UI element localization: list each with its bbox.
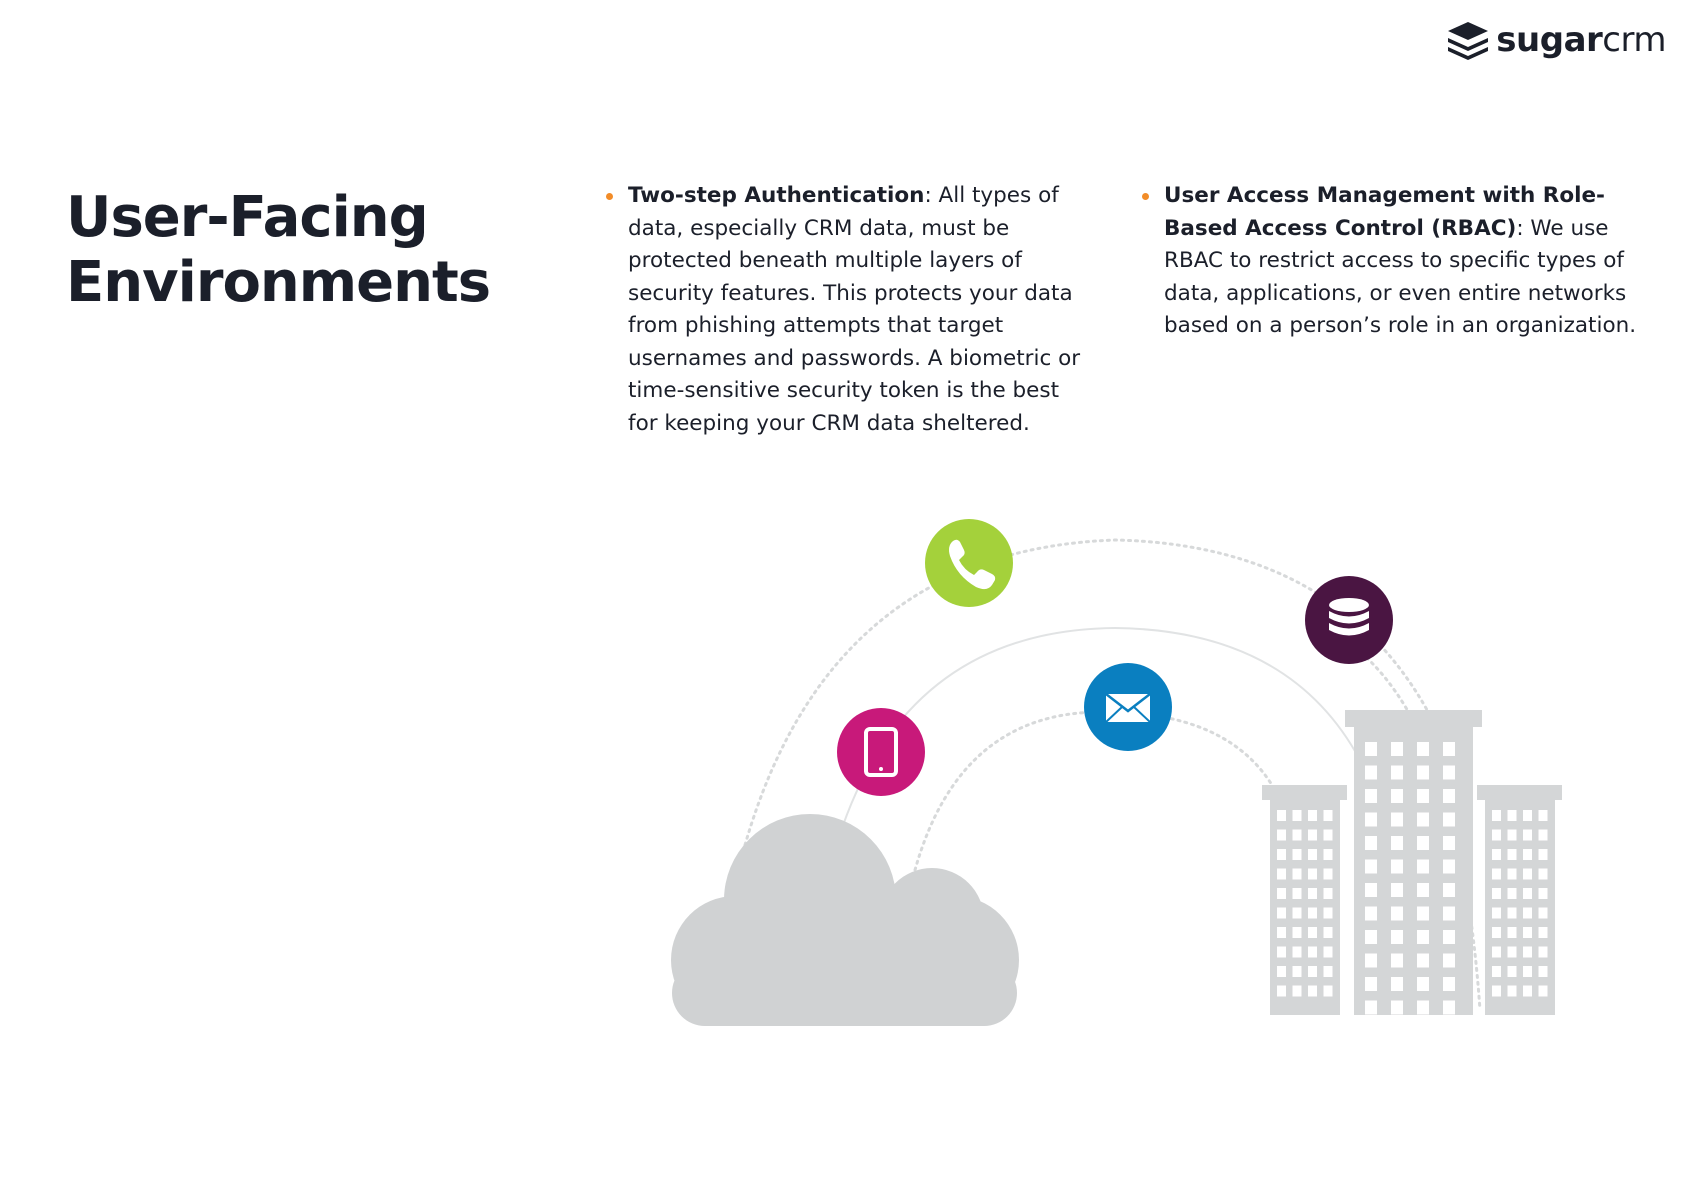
building-window: [1293, 927, 1302, 938]
building-window: [1508, 849, 1517, 860]
building-window: [1443, 860, 1455, 874]
building-window: [1277, 849, 1286, 860]
building-window: [1443, 813, 1455, 827]
building-window: [1308, 927, 1317, 938]
building-window: [1443, 930, 1455, 944]
building-window: [1391, 1001, 1403, 1015]
building-window: [1277, 888, 1286, 899]
page-title-line2: Environments: [66, 250, 491, 315]
building-window: [1391, 813, 1403, 827]
building-window: [1277, 810, 1286, 821]
tablet-icon: [837, 708, 925, 796]
building-window: [1492, 830, 1501, 841]
building-window: [1417, 954, 1429, 968]
building-window: [1391, 789, 1403, 803]
cloud-icon: [671, 814, 1019, 1026]
building-window: [1391, 977, 1403, 991]
building-window: [1523, 966, 1532, 977]
building-window: [1308, 947, 1317, 958]
database-icon: [1305, 576, 1393, 664]
building-window: [1324, 927, 1333, 938]
building-window: [1508, 966, 1517, 977]
building-window: [1539, 810, 1548, 821]
building-window: [1365, 860, 1377, 874]
building-window: [1365, 813, 1377, 827]
building-window: [1308, 869, 1317, 880]
bullet-term: User Access Management with Role-Based Access Control (RBAC): [1164, 183, 1605, 241]
building-window: [1308, 810, 1317, 821]
building-window: [1293, 869, 1302, 880]
logo-wordmark-light: crm: [1602, 20, 1666, 60]
building-window: [1539, 908, 1548, 919]
building-window: [1277, 869, 1286, 880]
building-window: [1365, 883, 1377, 897]
building-window: [1417, 836, 1429, 850]
building-window: [1443, 977, 1455, 991]
building-window: [1443, 766, 1455, 780]
building-window: [1492, 888, 1501, 899]
sugarcrm-logo: [1446, 20, 1666, 60]
building-window: [1508, 947, 1517, 958]
stack-layers-icon: [1446, 20, 1490, 60]
building-window: [1277, 947, 1286, 958]
building-window: [1365, 930, 1377, 944]
building-window: [1293, 810, 1302, 821]
building-window: [1508, 927, 1517, 938]
building-window: [1523, 908, 1532, 919]
building-window: [1508, 830, 1517, 841]
building-window: [1308, 966, 1317, 977]
building-window: [1293, 908, 1302, 919]
building-window: [1417, 907, 1429, 921]
bullet-term: Two-step Authentication: [628, 183, 925, 208]
building-window: [1508, 810, 1517, 821]
building-window: [1324, 869, 1333, 880]
building-window: [1365, 954, 1377, 968]
building-window: [1417, 813, 1429, 827]
building-window: [1417, 766, 1429, 780]
building-window: [1391, 860, 1403, 874]
building-window: [1492, 810, 1501, 821]
building-window: [1308, 830, 1317, 841]
building-window: [1391, 907, 1403, 921]
building-window: [1508, 908, 1517, 919]
building-window: [1391, 742, 1403, 756]
bullet-item-two-step-auth: [604, 180, 1084, 440]
building-window: [1293, 966, 1302, 977]
building-window: [1508, 869, 1517, 880]
building-window: [1523, 830, 1532, 841]
building-window: [1417, 930, 1429, 944]
email-icon: [1084, 663, 1172, 751]
building-window: [1539, 986, 1548, 997]
building-window: [1417, 883, 1429, 897]
building-window: [1443, 742, 1455, 756]
building-window: [1391, 930, 1403, 944]
building-window: [1443, 954, 1455, 968]
building-window: [1324, 888, 1333, 899]
building-window: [1365, 1001, 1377, 1015]
building-window: [1324, 908, 1333, 919]
building-window: [1293, 947, 1302, 958]
bullet-list-column-1: [604, 180, 1084, 440]
building-window: [1308, 849, 1317, 860]
building-window: [1523, 888, 1532, 899]
building-window: [1492, 869, 1501, 880]
page-title: [66, 185, 546, 315]
building-window: [1492, 986, 1501, 997]
building-window: [1443, 883, 1455, 897]
building-window: [1523, 947, 1532, 958]
logo-wordmark-bold: sugar: [1496, 20, 1603, 60]
building-window: [1277, 986, 1286, 997]
building-window: [1443, 907, 1455, 921]
building-window: [1365, 789, 1377, 803]
building-window: [1324, 849, 1333, 860]
building-window: [1308, 986, 1317, 997]
building-window: [1492, 849, 1501, 860]
building-window: [1443, 789, 1455, 803]
cloud-network-illustration: [640, 500, 1580, 1040]
building-window: [1417, 860, 1429, 874]
building-window: [1492, 966, 1501, 977]
building-window: [1308, 908, 1317, 919]
building-window: [1293, 830, 1302, 841]
bullet-text: : We use RBAC to restrict access to specific types of data, applications, or even entire networks based on a person’s role in an organization.: [1164, 215, 1637, 338]
building-window: [1391, 954, 1403, 968]
building-window: [1365, 907, 1377, 921]
building-window: [1539, 830, 1548, 841]
building-window: [1365, 742, 1377, 756]
building-window: [1293, 888, 1302, 899]
building-window: [1417, 742, 1429, 756]
building-window: [1523, 986, 1532, 997]
building-window: [1308, 888, 1317, 899]
logo-wordmark: [1496, 20, 1666, 60]
building-window: [1443, 836, 1455, 850]
bullet-text: : All types of data, especially CRM data, must be protected beneath multiple layers of security features. This protects your data from phishing attempts that target usernames and passwords. A biometric or time-sensitive security token is the best for keeping your CRM data sheltered.: [628, 183, 1081, 436]
building-window: [1523, 927, 1532, 938]
building-window: [1277, 830, 1286, 841]
building-window: [1324, 947, 1333, 958]
building-window: [1391, 883, 1403, 897]
building-window: [1508, 986, 1517, 997]
building-window: [1277, 927, 1286, 938]
building-window: [1324, 830, 1333, 841]
building-window: [1391, 766, 1403, 780]
buildings-icon: [1262, 710, 1562, 1015]
building-window: [1539, 849, 1548, 860]
building-window: [1365, 977, 1377, 991]
building-window: [1443, 1001, 1455, 1015]
building-window: [1492, 908, 1501, 919]
building-window: [1365, 836, 1377, 850]
page-title-line1: User-Facing: [66, 185, 428, 250]
bullet-dot-icon: [1142, 193, 1149, 200]
building-window: [1293, 849, 1302, 860]
building-window: [1417, 1001, 1429, 1015]
building-window: [1523, 869, 1532, 880]
building-window: [1539, 869, 1548, 880]
building-window: [1324, 810, 1333, 821]
bullet-dot-icon: [606, 193, 613, 200]
building-window: [1539, 888, 1548, 899]
building-window: [1365, 766, 1377, 780]
building-window: [1417, 789, 1429, 803]
bullet-item-rbac: [1140, 180, 1640, 343]
building-window: [1492, 927, 1501, 938]
bullet-list-column-2: [1140, 180, 1640, 343]
building-window: [1539, 966, 1548, 977]
building-window: [1293, 986, 1302, 997]
building-window: [1391, 836, 1403, 850]
building-window: [1539, 927, 1548, 938]
building-window: [1277, 966, 1286, 977]
building-window: [1508, 888, 1517, 899]
building-window: [1523, 810, 1532, 821]
building-window: [1417, 977, 1429, 991]
phone-icon: [925, 519, 1013, 607]
building-window: [1539, 947, 1548, 958]
building-window: [1324, 966, 1333, 977]
building-window: [1324, 986, 1333, 997]
building-window: [1277, 908, 1286, 919]
building-window: [1523, 849, 1532, 860]
building-window: [1492, 947, 1501, 958]
